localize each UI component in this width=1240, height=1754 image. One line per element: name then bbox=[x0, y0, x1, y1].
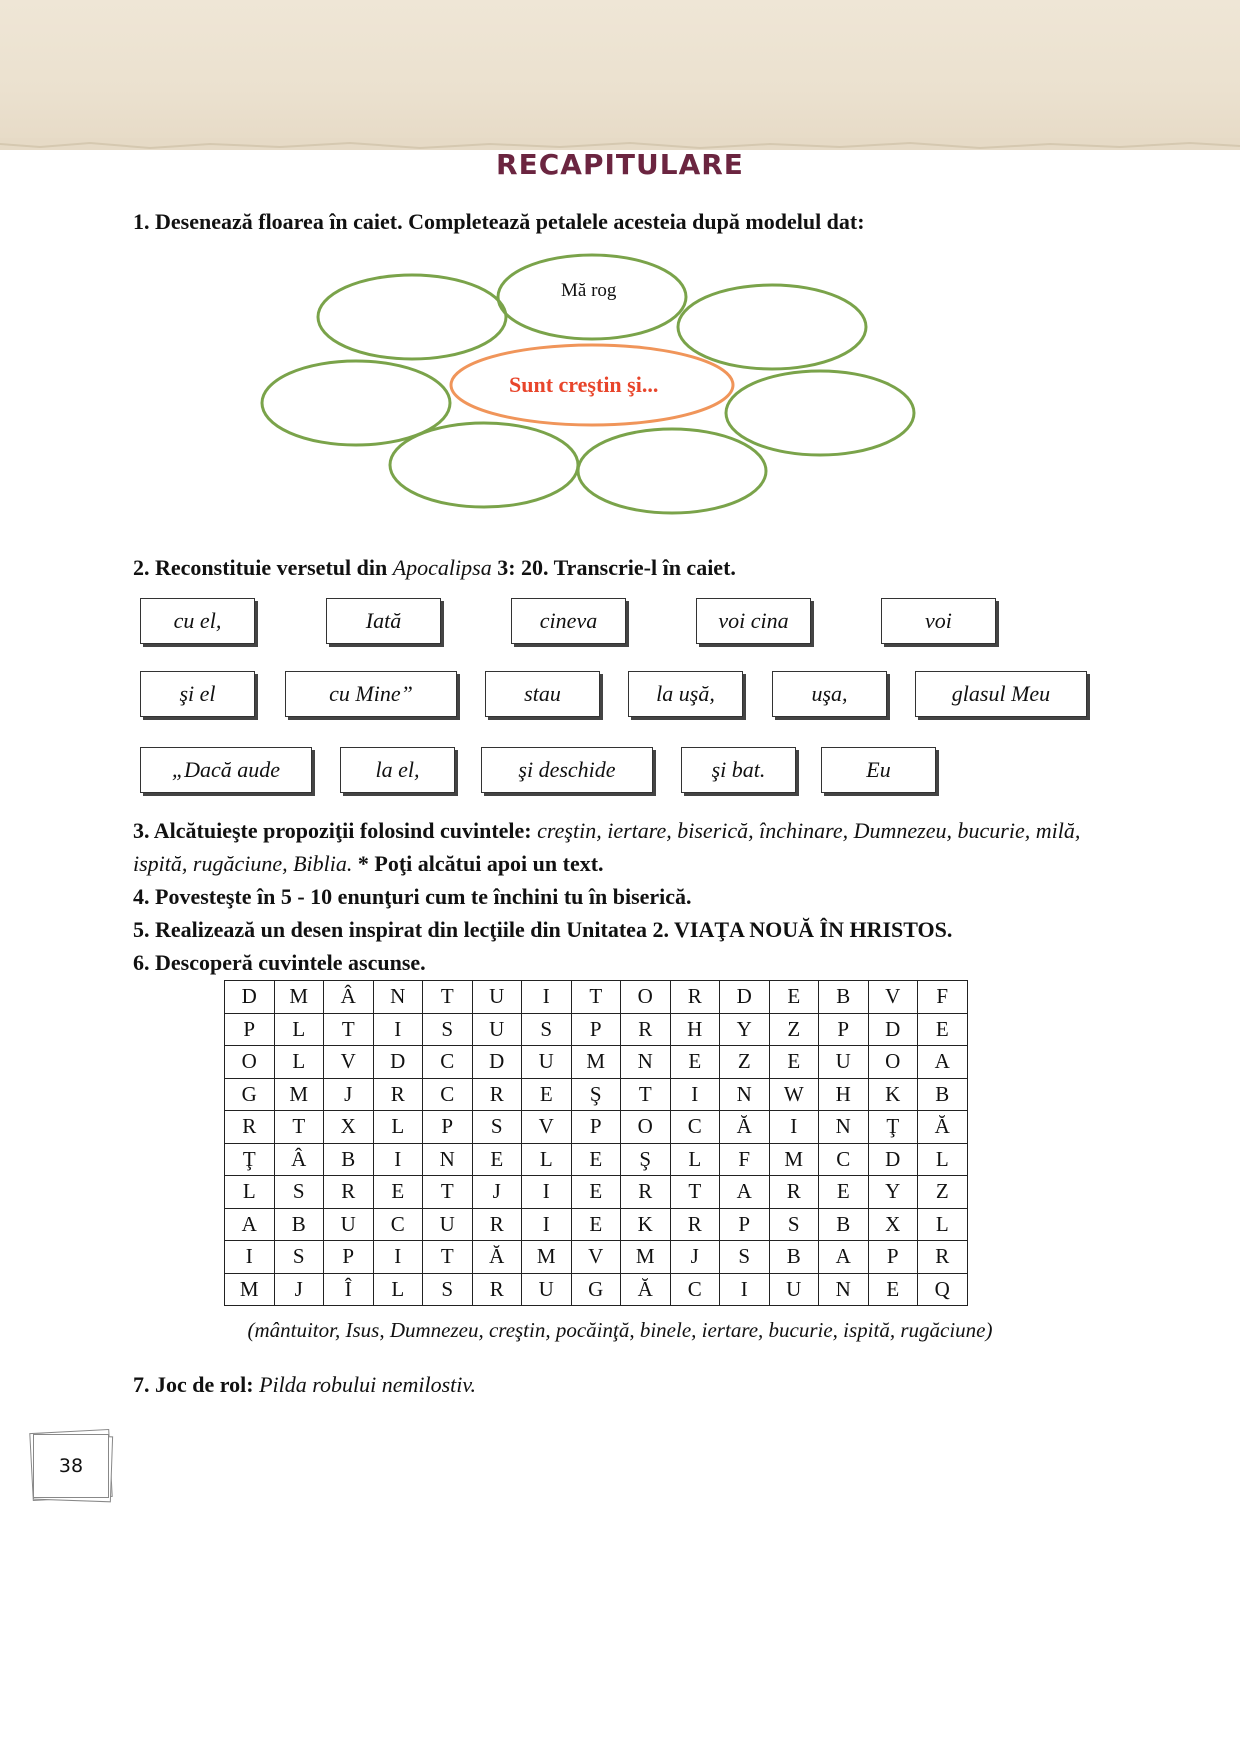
task-3-words: creştin, iertare, biserică, închinare, Dumnezeu, bucurie, milă, ispită, rugăciune, Biblia. bbox=[133, 818, 1081, 876]
grid-cell: D bbox=[868, 1143, 918, 1176]
petal-right bbox=[726, 371, 914, 455]
grid-cell: U bbox=[819, 1046, 869, 1079]
grid-cell: R bbox=[769, 1176, 819, 1209]
grid-cell: B bbox=[324, 1143, 374, 1176]
grid-cell: H bbox=[670, 1013, 720, 1046]
grid-cell: L bbox=[373, 1273, 423, 1306]
word-card: cu el, bbox=[140, 598, 255, 644]
grid-cell: J bbox=[274, 1273, 324, 1306]
grid-cell: G bbox=[225, 1078, 275, 1111]
grid-row bbox=[225, 1273, 968, 1306]
grid-cell: T bbox=[423, 981, 473, 1014]
grid-cell: U bbox=[423, 1208, 473, 1241]
grid-cell: Y bbox=[868, 1176, 918, 1209]
grid-cell: U bbox=[324, 1208, 374, 1241]
grid-cell: S bbox=[522, 1013, 572, 1046]
petal-top-right bbox=[678, 285, 866, 369]
grid-cell: Â bbox=[324, 981, 374, 1014]
grid-cell: F bbox=[720, 1143, 770, 1176]
grid-cell: R bbox=[225, 1111, 275, 1144]
grid-cell: E bbox=[571, 1143, 621, 1176]
page-title: RECAPITULARE bbox=[496, 148, 744, 181]
grid-cell: H bbox=[819, 1078, 869, 1111]
grid-cell: B bbox=[819, 1208, 869, 1241]
grid-cell: I bbox=[522, 981, 572, 1014]
header-band bbox=[0, 0, 1240, 150]
grid-cell: E bbox=[918, 1013, 968, 1046]
grid-cell: Ă bbox=[918, 1111, 968, 1144]
grid-cell: P bbox=[423, 1111, 473, 1144]
grid-cell: I bbox=[670, 1078, 720, 1111]
grid-cell: E bbox=[769, 1046, 819, 1079]
grid-cell: C bbox=[670, 1273, 720, 1306]
grid-cell: D bbox=[472, 1046, 522, 1079]
grid-cell: T bbox=[274, 1111, 324, 1144]
grid-cell: C bbox=[819, 1143, 869, 1176]
word-search-grid bbox=[224, 980, 968, 1306]
grid-cell: I bbox=[522, 1208, 572, 1241]
grid-cell: U bbox=[769, 1273, 819, 1306]
word-card: glasul Meu bbox=[915, 671, 1087, 717]
grid-cell: U bbox=[472, 1013, 522, 1046]
grid-cell: R bbox=[621, 1176, 671, 1209]
grid-cell: U bbox=[522, 1273, 572, 1306]
word-card: voi cina bbox=[696, 598, 811, 644]
grid-cell: V bbox=[571, 1241, 621, 1274]
grid-cell: A bbox=[918, 1046, 968, 1079]
grid-cell: S bbox=[274, 1176, 324, 1209]
grid-cell: R bbox=[621, 1013, 671, 1046]
grid-cell: T bbox=[571, 981, 621, 1014]
grid-cell: E bbox=[373, 1176, 423, 1209]
grid-cell: Ă bbox=[472, 1241, 522, 1274]
grid-cell: M bbox=[621, 1241, 671, 1274]
grid-cell: J bbox=[324, 1078, 374, 1111]
grid-cell: R bbox=[472, 1273, 522, 1306]
grid-cell: N bbox=[621, 1046, 671, 1079]
grid-cell: N bbox=[720, 1078, 770, 1111]
grid-cell: L bbox=[225, 1176, 275, 1209]
grid-cell: I bbox=[769, 1111, 819, 1144]
grid-cell: V bbox=[324, 1046, 374, 1079]
grid-cell: J bbox=[472, 1176, 522, 1209]
grid-cell: R bbox=[324, 1176, 374, 1209]
grid-cell: N bbox=[819, 1273, 869, 1306]
grid-cell: V bbox=[522, 1111, 572, 1144]
hidden-words-hint: (mântuitor, Isus, Dumnezeu, creştin, pocăinţă, binele, iertare, bucurie, ispită, rugăciune) bbox=[247, 1318, 993, 1342]
task-4: 4. Povesteşte în 5 - 10 enunţuri cum te închini tu în biserică. bbox=[133, 884, 692, 909]
grid-cell: Ă bbox=[720, 1111, 770, 1144]
grid-cell: T bbox=[423, 1241, 473, 1274]
grid-cell: E bbox=[472, 1143, 522, 1176]
grid-cell: T bbox=[621, 1078, 671, 1111]
task-6: 6. Descoperă cuvintele ascunse. bbox=[133, 950, 426, 975]
grid-cell: A bbox=[819, 1241, 869, 1274]
grid-cell: U bbox=[472, 981, 522, 1014]
grid-cell: E bbox=[769, 981, 819, 1014]
grid-cell: L bbox=[918, 1208, 968, 1241]
grid-cell: M bbox=[274, 981, 324, 1014]
grid-cell: E bbox=[819, 1176, 869, 1209]
grid-cell: Ă bbox=[621, 1273, 671, 1306]
task-2 bbox=[133, 551, 1093, 584]
grid-cell: C bbox=[373, 1208, 423, 1241]
grid-cell: R bbox=[472, 1208, 522, 1241]
word-card: şi deschide bbox=[481, 747, 653, 793]
grid-cell: D bbox=[225, 981, 275, 1014]
grid-cell: C bbox=[423, 1078, 473, 1111]
grid-cell: I bbox=[720, 1273, 770, 1306]
grid-cell: X bbox=[324, 1111, 374, 1144]
grid-row bbox=[225, 1111, 968, 1144]
grid-cell: Ţ bbox=[225, 1143, 275, 1176]
word-card: stau bbox=[485, 671, 600, 717]
grid-cell: A bbox=[225, 1208, 275, 1241]
word-card: şi el bbox=[140, 671, 255, 717]
grid-cell: E bbox=[571, 1176, 621, 1209]
grid-cell: O bbox=[621, 981, 671, 1014]
grid-cell: M bbox=[571, 1046, 621, 1079]
task-3 bbox=[133, 814, 1093, 880]
grid-row bbox=[225, 1143, 968, 1176]
task-2-book: Apocalipsa bbox=[392, 555, 492, 580]
petal-bottom-left bbox=[390, 423, 578, 507]
word-card: la el, bbox=[340, 747, 455, 793]
task-7-prefix: 7. Joc de rol: bbox=[133, 1372, 260, 1397]
task-3-suffix: * Poţi alcătui apoi un text. bbox=[352, 851, 604, 876]
word-card: cineva bbox=[511, 598, 626, 644]
grid-cell: R bbox=[472, 1078, 522, 1111]
grid-cell: G bbox=[571, 1273, 621, 1306]
grid-cell: S bbox=[472, 1111, 522, 1144]
grid-cell: R bbox=[670, 1208, 720, 1241]
word-card: voi bbox=[881, 598, 996, 644]
grid-cell: B bbox=[918, 1078, 968, 1111]
grid-cell: L bbox=[274, 1013, 324, 1046]
grid-cell: S bbox=[720, 1241, 770, 1274]
grid-cell: I bbox=[373, 1143, 423, 1176]
grid-cell: N bbox=[819, 1111, 869, 1144]
grid-cell: M bbox=[274, 1078, 324, 1111]
grid-cell: N bbox=[423, 1143, 473, 1176]
grid-cell: I bbox=[522, 1176, 572, 1209]
task-5: 5. Realizează un desen inspirat din lecţiile din Unitatea 2. VIAŢA NOUĂ ÎN HRISTOS. bbox=[133, 917, 953, 942]
grid-cell: P bbox=[571, 1111, 621, 1144]
grid-cell: N bbox=[373, 981, 423, 1014]
grid-cell: Ţ bbox=[868, 1111, 918, 1144]
grid-cell: L bbox=[522, 1143, 572, 1176]
task-2-suffix: 3: 20. Transcrie-l în caiet. bbox=[491, 555, 736, 580]
flower-center-label: Sunt creştin şi... bbox=[509, 372, 659, 397]
grid-cell: D bbox=[868, 1013, 918, 1046]
grid-cell: C bbox=[670, 1111, 720, 1144]
grid-cell: S bbox=[769, 1208, 819, 1241]
grid-cell: E bbox=[868, 1273, 918, 1306]
petal-top-left bbox=[318, 275, 506, 359]
grid-cell: T bbox=[670, 1176, 720, 1209]
grid-cell: M bbox=[225, 1273, 275, 1306]
grid-cell: U bbox=[522, 1046, 572, 1079]
grid-cell: Z bbox=[918, 1176, 968, 1209]
grid-cell: I bbox=[373, 1241, 423, 1274]
grid-cell: P bbox=[225, 1013, 275, 1046]
word-card: şi bat. bbox=[681, 747, 796, 793]
grid-cell: T bbox=[324, 1013, 374, 1046]
grid-cell: R bbox=[670, 981, 720, 1014]
grid-cell: J bbox=[670, 1241, 720, 1274]
grid-cell: T bbox=[423, 1176, 473, 1209]
grid-cell: Q bbox=[918, 1273, 968, 1306]
grid-cell: Î bbox=[324, 1273, 374, 1306]
grid-cell: R bbox=[373, 1078, 423, 1111]
grid-cell: L bbox=[670, 1143, 720, 1176]
grid-cell: M bbox=[522, 1241, 572, 1274]
grid-cell: S bbox=[274, 1241, 324, 1274]
grid-cell: P bbox=[720, 1208, 770, 1241]
petal-top-label: Mă rog bbox=[561, 280, 617, 301]
grid-cell: B bbox=[274, 1208, 324, 1241]
grid-cell: P bbox=[819, 1013, 869, 1046]
grid-cell: O bbox=[225, 1046, 275, 1079]
grid-cell: Â bbox=[274, 1143, 324, 1176]
grid-cell: R bbox=[918, 1241, 968, 1274]
grid-cell: S bbox=[423, 1013, 473, 1046]
grid-cell: B bbox=[819, 981, 869, 1014]
grid-cell: M bbox=[769, 1143, 819, 1176]
grid-cell: O bbox=[868, 1046, 918, 1079]
word-card: Iată bbox=[326, 598, 441, 644]
grid-row bbox=[225, 1208, 968, 1241]
word-card: „Dacă aude bbox=[140, 747, 312, 793]
task-7-text: Pilda robului nemilostiv. bbox=[259, 1372, 477, 1397]
word-card: uşa, bbox=[772, 671, 887, 717]
word-card: Eu bbox=[821, 747, 936, 793]
grid-cell: F bbox=[918, 981, 968, 1014]
task-3-prefix: 3. Alcătuieşte propoziţii folosind cuvintele: bbox=[133, 818, 538, 843]
grid-cell: L bbox=[274, 1046, 324, 1079]
grid-cell: E bbox=[670, 1046, 720, 1079]
grid-cell: K bbox=[868, 1078, 918, 1111]
grid-cell: I bbox=[373, 1013, 423, 1046]
word-card: la uşă, bbox=[628, 671, 743, 717]
petal-bottom-right bbox=[578, 429, 766, 513]
grid-cell: Z bbox=[720, 1046, 770, 1079]
grid-cell: L bbox=[373, 1111, 423, 1144]
grid-row bbox=[225, 1078, 968, 1111]
grid-cell: E bbox=[571, 1208, 621, 1241]
grid-cell: Ş bbox=[621, 1143, 671, 1176]
grid-cell: W bbox=[769, 1078, 819, 1111]
grid-row bbox=[225, 1046, 968, 1079]
grid-cell: I bbox=[225, 1241, 275, 1274]
grid-cell: L bbox=[918, 1143, 968, 1176]
grid-cell: D bbox=[720, 981, 770, 1014]
page-number-box bbox=[33, 1434, 109, 1498]
task-1: 1. Desenează floarea în caiet. Completează petalele acesteia după modelul dat: bbox=[133, 209, 865, 234]
grid-row bbox=[225, 981, 968, 1014]
grid-cell: X bbox=[868, 1208, 918, 1241]
grid-row bbox=[225, 1013, 968, 1046]
grid-cell: C bbox=[423, 1046, 473, 1079]
page-number: 38 bbox=[58, 1455, 84, 1477]
grid-cell: A bbox=[720, 1176, 770, 1209]
grid-cell: Y bbox=[720, 1013, 770, 1046]
grid-row bbox=[225, 1176, 968, 1209]
grid-cell: E bbox=[522, 1078, 572, 1111]
task-2-prefix: 2. Reconstituie versetul din bbox=[133, 555, 393, 580]
grid-cell: Z bbox=[769, 1013, 819, 1046]
grid-cell: B bbox=[769, 1241, 819, 1274]
grid-cell: K bbox=[621, 1208, 671, 1241]
grid-cell: O bbox=[621, 1111, 671, 1144]
word-card: cu Mine” bbox=[285, 671, 457, 717]
grid-cell: P bbox=[868, 1241, 918, 1274]
grid-row bbox=[225, 1241, 968, 1274]
grid-cell: P bbox=[324, 1241, 374, 1274]
grid-cell: V bbox=[868, 981, 918, 1014]
task-7 bbox=[133, 1368, 1093, 1401]
grid-cell: P bbox=[571, 1013, 621, 1046]
grid-cell: Ş bbox=[571, 1078, 621, 1111]
grid-cell: S bbox=[423, 1273, 473, 1306]
grid-cell: D bbox=[373, 1046, 423, 1079]
